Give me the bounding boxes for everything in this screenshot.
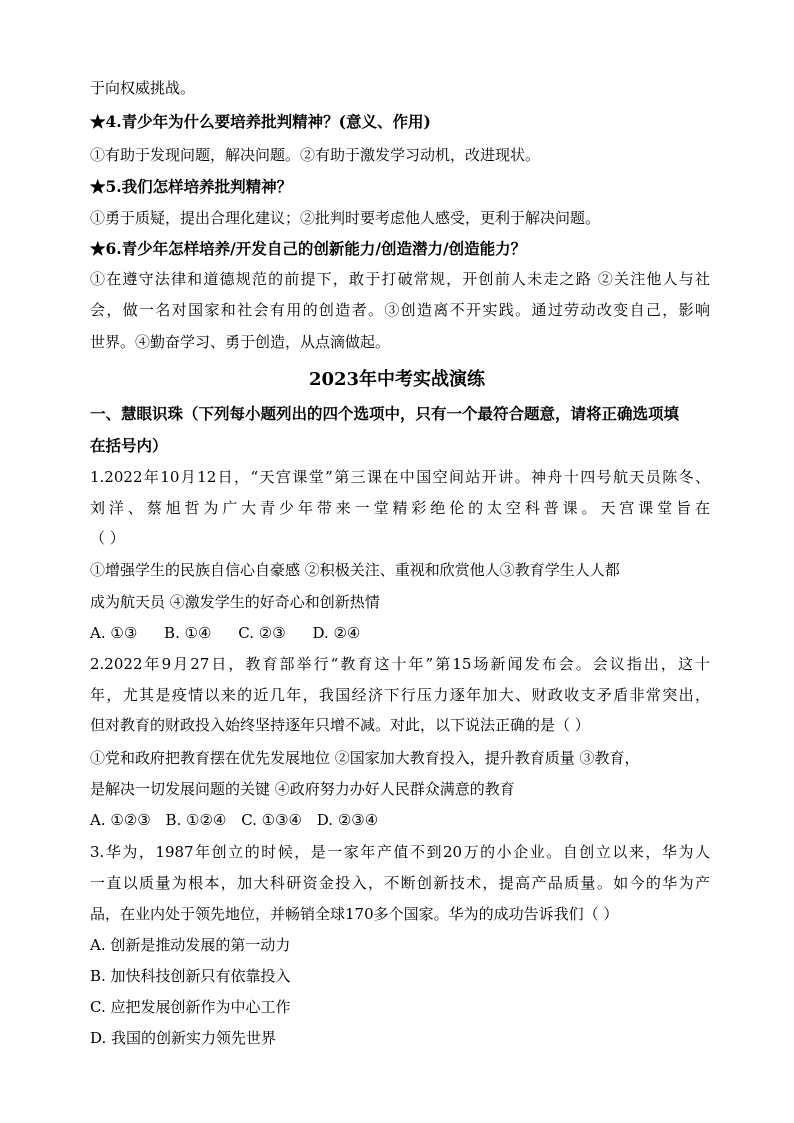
question-6-heading: ★6.青少年怎样培养/开发自己的创新能力/创造潜力/创造能力？ (90, 239, 527, 258)
answer-5: ①勇于质疑，提出合理化建议；②批判时要考虑他人感受，更利于解决问题。 (90, 209, 601, 227)
question-2-options (90, 810, 710, 830)
option: B. ①②④ (165, 811, 227, 829)
section-title: 2023年中考实战演练 (308, 369, 486, 390)
answer-4: ①有助于发现问题，解决问题。②有助于激发学习动机，改进现状。 (90, 146, 541, 164)
question-2-line: 但对教育的财政投入始终坚持逐年只增不减。对此，以下说法正确的是（ ） (90, 716, 590, 734)
option: C. 应把发展创新作为中心工作 (90, 998, 291, 1016)
question-3-line: 一直以质量为根本，加大科研资金投入，不断创新技术，提高产品质量。如今的华为产 (90, 874, 710, 892)
statement-line: 成为航天员 ④激发学生的好奇心和创新热情 (90, 593, 380, 611)
option: B. 加快科技创新只有依靠投入 (90, 967, 291, 985)
answer-6-line: 会，做一名对国家和社会有用的创造者。③创造离不开实践。通过劳动改变自己，影响 (90, 301, 710, 319)
option: B. ①④ (164, 624, 212, 642)
option: D. 我国的创新实力领先世界 (90, 1029, 277, 1047)
statement-line: 是解决一切发展问题的关键 ④政府努力办好人民群众满意的教育 (90, 780, 515, 798)
option: A. ①②③ (90, 811, 151, 829)
question-2-line: 2.2022年9月27日，教育部举行“教育这十年”第15场新闻发布会。会议指出，这十 (90, 655, 710, 673)
statement-line: ①增强学生的民族自信心自豪感 ②积极关注、重视和欣赏他人③教育学生人人都 (90, 561, 620, 579)
answer-blank: （ ） (90, 529, 125, 547)
question-3-line: 3.华为，1987年创立的时候，是一家年产值不到20万的小企业。自创立以来，华为人 (90, 843, 710, 861)
section-instruction: 在括号内） (90, 436, 168, 455)
question-2-line: 年，尤其是疫情以来的近几年，我国经济下行压力逐年加大、财政收支矛盾非常突出， (90, 686, 710, 704)
statement-line: ①党和政府把教育摆在优先发展地位 ②国家加大教育投入，提升教育质量 ③教育， (90, 749, 640, 767)
question-3-line: 品，在业内处于领先地位，并畅销全球170多个国家。华为的成功告诉我们（ ） (90, 905, 619, 923)
section-instruction: 一、慧眼识珠（下列每小题列出的四个选项中，只有一个最符合题意，请将正确选项填 (90, 404, 680, 423)
option: A. 创新是推动发展的第一动力 (90, 936, 291, 954)
intro-line: 于向权威挑战。 (90, 79, 196, 97)
option: C. ②③ (238, 624, 286, 642)
question-1-line: 1.2022年10月12日，“天宫课堂”第三课在中国空间站开讲。神舟十四号航天员陈冬、 (90, 468, 710, 486)
answer-6-line: ①在遵守法律和道德规范的前提下，敢于打破常规，开创前人未走之路 ②关注他人与社 (90, 270, 710, 288)
question-1-options (90, 623, 710, 643)
option: A. ①③ (90, 624, 138, 642)
option: D. ②③④ (316, 811, 379, 829)
question-5-heading: ★5.我们怎样培养批判精神？ (90, 177, 293, 196)
answer-6-line: 世界。④勤奋学习、勇于创造，从点滴做起。 (90, 333, 391, 351)
option: D. ②④ (312, 624, 361, 642)
question-4-heading: ★4.青少年为什么要培养批判精神？(意义、作用) (90, 112, 431, 131)
option: C. ①③④ (241, 811, 303, 829)
question-1-line: 刘洋、蔡旭哲为广大青少年带来一堂精彩绝伦的太空科普课。天宫课堂旨在 (90, 499, 710, 517)
